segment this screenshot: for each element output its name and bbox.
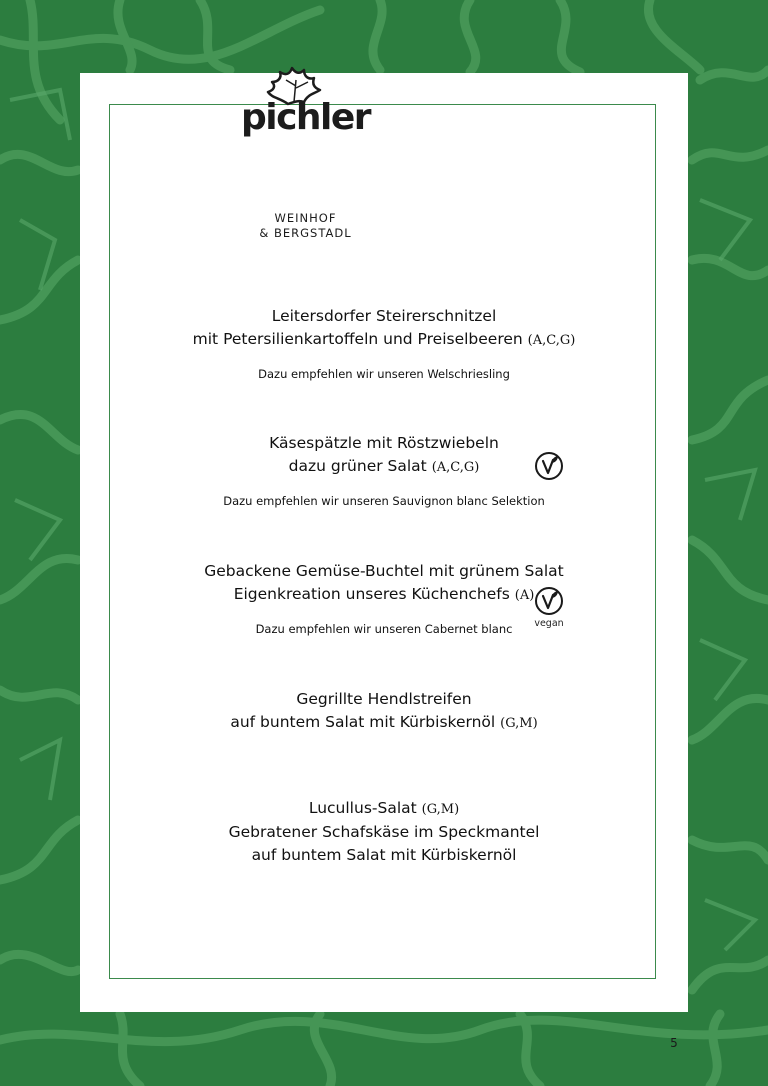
dish-title-text: Lucullus-Salat (308, 799, 417, 817)
dish-title: Gebackene Gemüse-Buchtel mit grünem Salat (204, 562, 564, 580)
dish-title: Käsespätzle mit Röstzwiebeln (269, 434, 499, 452)
dish-description (80, 583, 688, 607)
wine-pairing: Dazu empfehlen wir unseren Cabernet blanc (255, 622, 513, 636)
dish-title: Leitersdorfer Steirerschnitzel (271, 307, 497, 325)
dish-title: Gegrillte Hendlstreifen (296, 690, 472, 708)
dish-title (80, 797, 688, 821)
menu-item-kaesespaetzle (80, 432, 688, 509)
allergen-codes: (G,M) (500, 716, 538, 731)
dish-description-text: Eigenkreation unseres Küchenchefs (233, 585, 510, 603)
dish-description-text: dazu grüner Salat (288, 457, 427, 475)
menu-item-gemuese-buchtel (80, 560, 688, 637)
dish-description: auf buntem Salat mit Kürbiskernöl (251, 846, 517, 864)
logo-line-weinhof: WEINHOF (274, 211, 337, 225)
dish-description-text: auf buntem Salat mit Kürbiskernöl (230, 713, 496, 731)
allergen-codes: (A,C,G) (431, 460, 480, 475)
menu-item-steirerschnitzel (80, 305, 688, 382)
logo-line-bergstadl: & BERGSTADL (259, 226, 352, 240)
menu-item-lucullus-salat (80, 797, 688, 867)
restaurant-logo (238, 58, 373, 170)
allergen-codes: (A) (514, 588, 535, 603)
dish-description-text: mit Petersilienkartoffeln und Preiselbeeren (192, 330, 523, 348)
dish-description (80, 328, 688, 352)
allergen-codes: (G,M) (421, 802, 460, 817)
vegan-label: vegan (534, 618, 564, 629)
dish-description (80, 711, 688, 735)
dish-description: Gebratener Schafskäse im Speckmantel (228, 823, 540, 841)
allergen-codes: (A,C,G) (527, 333, 576, 348)
dish-description (80, 455, 688, 479)
wine-pairing: Dazu empfehlen wir unseren Welschriesling (258, 367, 510, 381)
vegetarian-icon (534, 451, 564, 481)
menu-item-hendlstreifen (80, 688, 688, 735)
vegan-icon (534, 586, 564, 616)
wine-pairing: Dazu empfehlen wir unseren Sauvignon blanc Selektion (223, 494, 545, 508)
page-number: 5 (670, 1036, 678, 1050)
menu-sheet (80, 73, 688, 1012)
logo-wordmark: pichler (240, 97, 371, 138)
